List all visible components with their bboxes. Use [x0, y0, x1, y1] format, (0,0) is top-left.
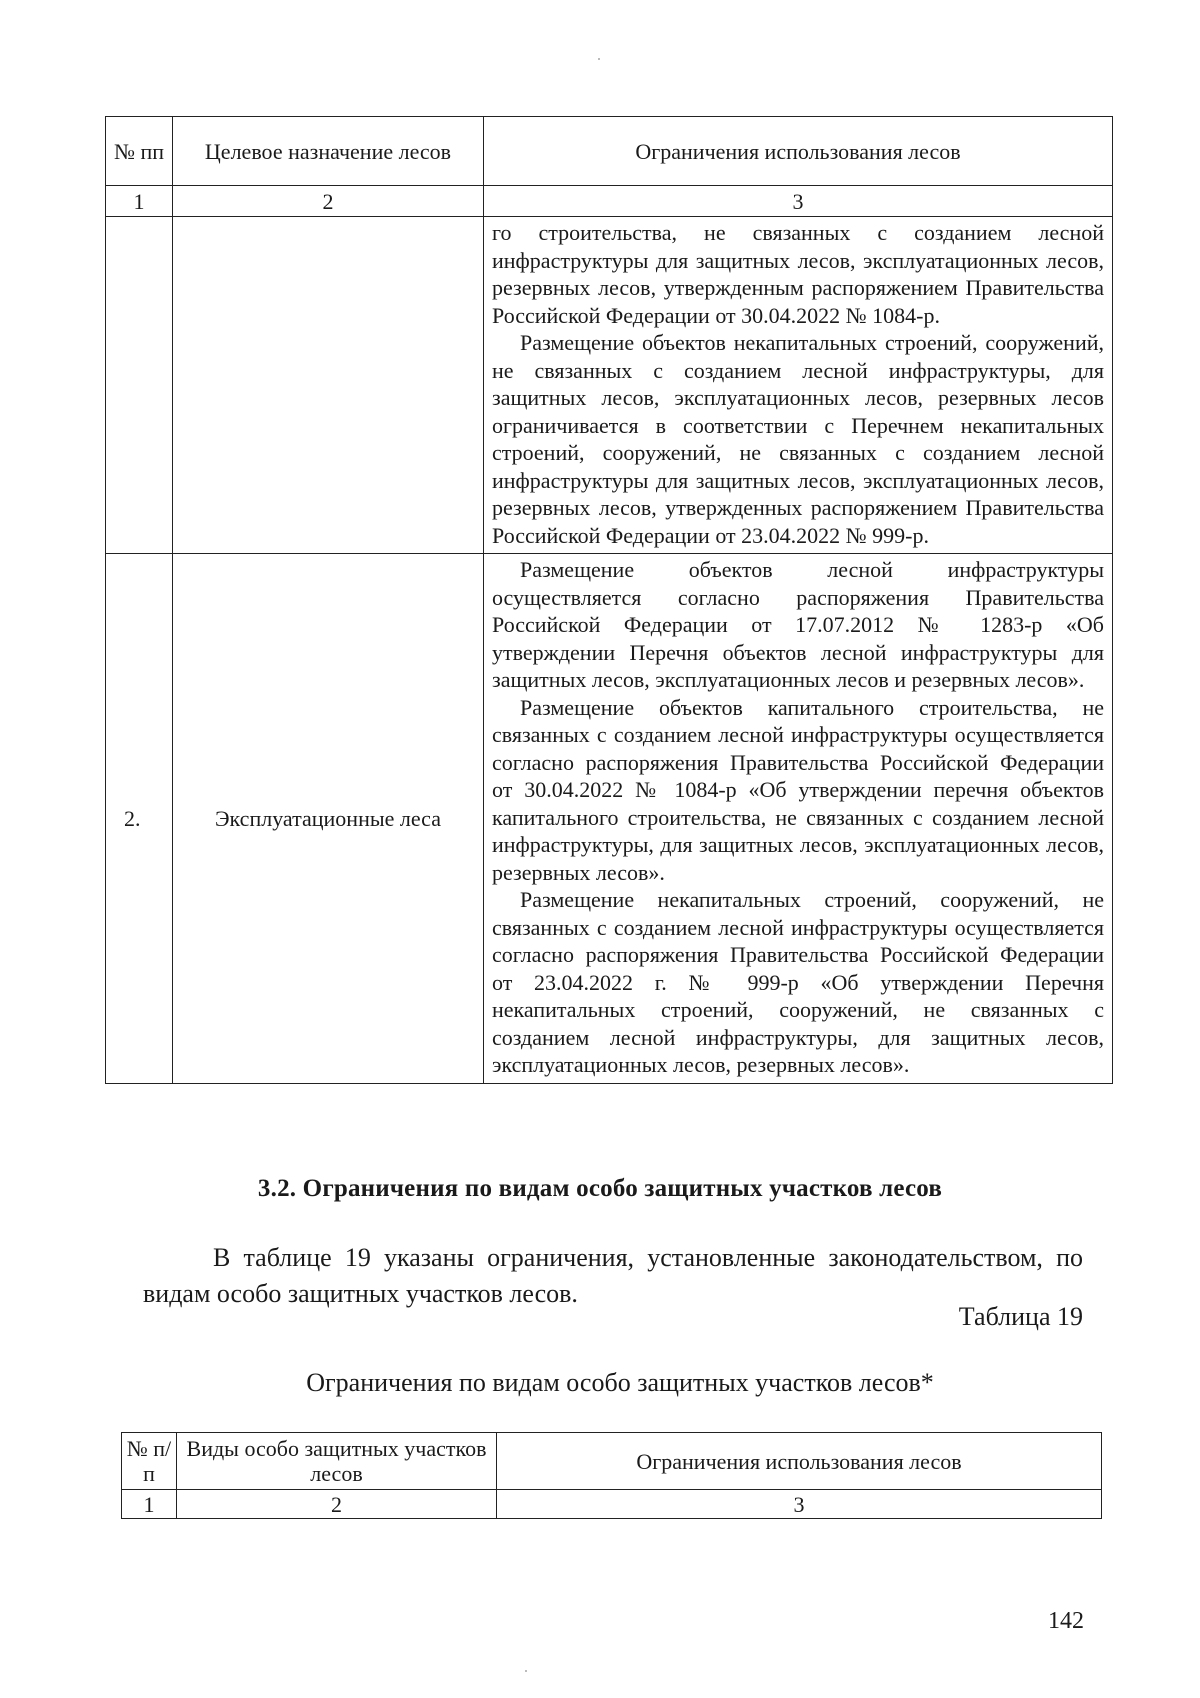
table-header-row — [106, 117, 1113, 186]
page-number: 142 — [1048, 1608, 1084, 1634]
row-cont-paragraph-1: го строительства, не связанных с созданием лесной инфраструктуры для защитных лесов, эксплуатационных лесов, резервных лесов, утвержденным распоряжением Правительства Российской Федерации от 30.04.2022 № 1084-р. — [492, 220, 1104, 328]
section-title: 3.2. Ограничения по видам особо защитных участков лесов — [257, 1175, 943, 1202]
table19-header-row — [122, 1433, 1102, 1490]
row2-paragraph-1: Размещение объектов лесной инфраструктуры осуществляется согласно распоряжения Правительства Российской Федерации от 17.07.2012 № 1283-р «Об утверждении Перечня объектов лесной инфраструктуры для защитных лесов, эксплуатационных лесов и резервных лесов». — [492, 557, 1104, 692]
table19-header-num: № п/п — [122, 1433, 177, 1490]
table-caption: Ограничения по видам особо защитных участков лесов* — [306, 1368, 934, 1397]
table-row — [106, 217, 1113, 554]
section-paragraph — [143, 1240, 1083, 1312]
row2-paragraph-2: Размещение объектов капитального строительства, не связанных с созданием лесной инфраструктуры осуществляется согласно распоряжения Правительства Российской Федерации от 30.04.2022 № 1084-р «Об утверждении перечня объектов капитального строительства, не связанных с созданием лесной инфраструктуры, для защитных лесов, эксплуатационных лесов, резервных лесов». — [492, 694, 1104, 885]
table-row — [106, 554, 1113, 1084]
index-cell-3: 3 — [484, 186, 1113, 217]
scan-speck — [598, 58, 600, 60]
header-purpose: Целевое назначение лесов — [173, 117, 484, 186]
header-restrictions: Ограничения использования лесов — [484, 117, 1113, 186]
table-index-row — [106, 186, 1113, 217]
row2-num: 2. — [106, 554, 173, 1084]
table19-index-row — [122, 1490, 1102, 1519]
index-cell-1: 1 — [106, 186, 173, 217]
index-cell-2: 2 — [173, 186, 484, 217]
scan-speck — [525, 1670, 527, 1672]
table19-index-3: 3 — [497, 1490, 1102, 1519]
table19-index-1: 1 — [122, 1490, 177, 1519]
table19-header-type: Виды особо защитных участков лесов — [177, 1433, 497, 1490]
row-cont-num — [106, 217, 173, 554]
row2-paragraph-3: Размещение некапитальных строений, сооружений, не связанных с созданием лесной инфраструктуры осуществляется согласно распоряжения Правительства Российской Федерации от 23.04.2022 г. № 999-р «Об утверждении Перечня некапитальных строений, сооружений, не связанных с созданием лесной инфраструктуры, для защитных лесов, эксплуатационных лесов, резервных лесов». — [492, 887, 1104, 1077]
table-19 — [121, 1432, 1102, 1519]
row-cont-purpose — [173, 217, 484, 554]
header-num: № пп — [106, 117, 173, 186]
row-cont-restrictions — [484, 217, 1113, 554]
row2-restrictions — [484, 554, 1113, 1084]
forest-restrictions-table-continued — [105, 116, 1113, 1084]
table-label: Таблица 19 — [958, 1302, 1083, 1331]
row-cont-paragraph-2: Размещение объектов некапитальных строений, сооружений, не связанных с созданием лесной инфраструктуры, для защитных лесов, эксплуатационных лесов, резервных лесов ограничивается в соответствии с Перечнем некапитальных строений, сооружений, не связанных с созданием лесной инфраструктуры для защитных лесов, эксплуатационных лесов, резервных лесов, утвержденных распоряжением Правительства Российской Федерации от 23.04.2022 № 999-р. — [492, 330, 1104, 548]
row2-purpose: Эксплуатационные леса — [173, 554, 484, 1084]
table19-header-restrictions: Ограничения использования лесов — [497, 1433, 1102, 1490]
table19-index-2: 2 — [177, 1490, 497, 1519]
section-paragraph-text: В таблице 19 указаны ограничения, установленные законодательством, по видам особо защитных участков лесов. — [143, 1243, 1083, 1308]
